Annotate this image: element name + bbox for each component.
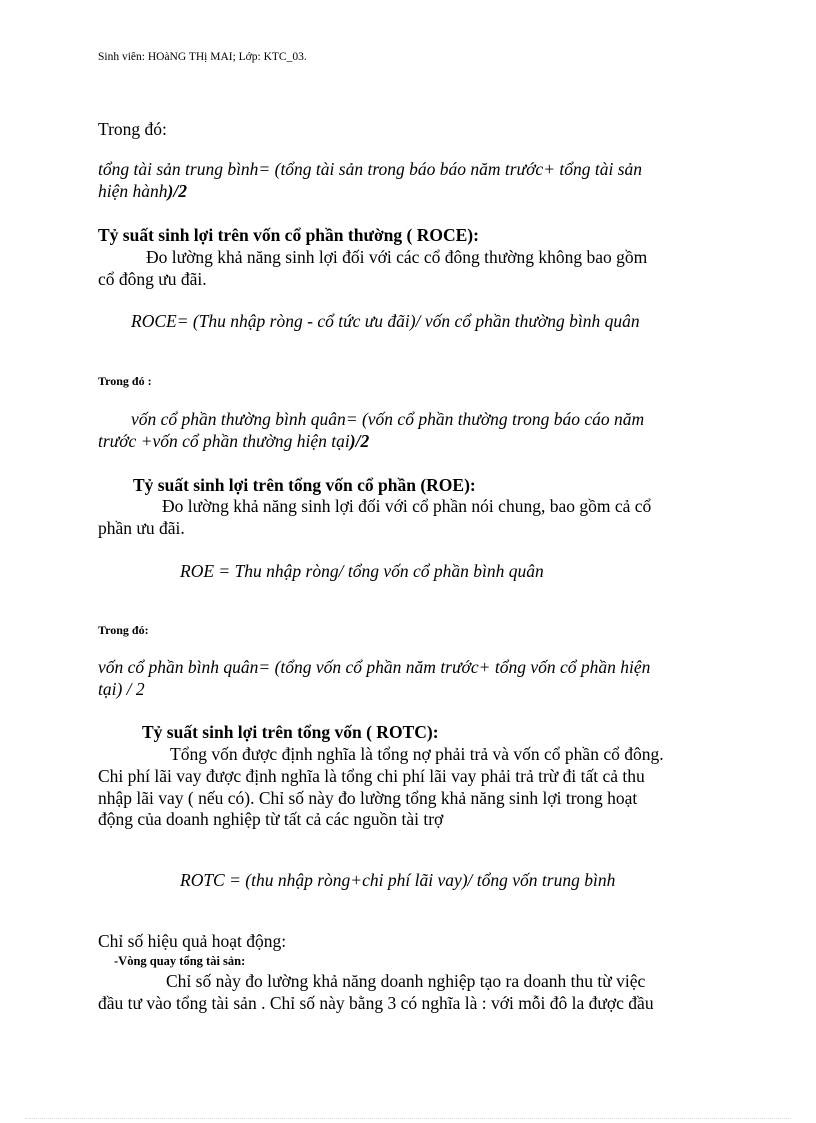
heading-roce: Tỷ suất sinh lợi trên vốn cổ phần thường ( ROCE): — [98, 225, 479, 245]
formula-total-assets-line1: tổng tài sản trung bình= (tổng tài sản trong báo báo năm trước+ tổng tài sản — [98, 159, 643, 179]
formula-rotc: ROTC = (thu nhập ròng+chi phí lãi vay)/ tổng vốn trung bình — [180, 870, 616, 890]
roe-desc-line2: phần ưu đãi. — [98, 518, 185, 538]
formula-avg-equity-line1: vốn cổ phần bình quân= (tổng vốn cổ phần năm trước+ tổng vốn cổ phần hiện — [98, 657, 651, 677]
page-bottom-divider — [25, 1118, 791, 1119]
rotc-desc-line2: Chi phí lãi vay được định nghĩa là tổng chi phí lãi vay phải trả trừ đi tất cả thu — [98, 766, 645, 786]
formula-avg-common-equity-line1: vốn cổ phần thường bình quân= (vốn cổ phần thường trong báo cáo năm — [131, 409, 645, 429]
roe-desc-line1: Đo lường khả năng sinh lợi đối với cổ phần nói chung, bao gồm cả cổ — [162, 496, 652, 516]
rotc-desc-line3: nhập lãi vay ( nếu có). Chỉ số này đo lường tổng khả năng sinh lợi trong hoạt — [98, 788, 638, 808]
formula-text: )/2 — [167, 181, 187, 201]
page-header: Sinh viên: HOàNG THị MAI; Lớp: KTC_03. — [98, 51, 307, 63]
asset-turnover-desc-line2: đầu tư vào tổng tài sản . Chỉ số này bằng 3 có nghĩa là : với mỗi đô la được đầu — [98, 993, 654, 1013]
heading-roe: Tỷ suất sinh lợi trên tổng vốn cổ phần (ROE): — [133, 475, 476, 495]
formula-roe: ROE = Thu nhập ròng/ tổng vốn cổ phần bình quân — [180, 561, 544, 581]
roce-desc-line1: Đo lường khả năng sinh lợi đối với các cổ đông thường không bao gồm — [146, 247, 648, 267]
formula-total-assets-line2 — [98, 180, 187, 202]
formula-avg-equity-line2: tại) / 2 — [98, 679, 145, 699]
formula-text: hiện hành — [98, 181, 168, 201]
where-label: Trong đó: — [98, 119, 167, 139]
where-label-3: Trong đó: — [98, 623, 149, 637]
formula-roce: ROCE= (Thu nhập ròng - cổ tức ưu đãi)/ vốn cổ phần thường bình quân — [131, 311, 640, 331]
formula-text: )/2 — [349, 431, 370, 451]
heading-efficiency: Chỉ số hiệu quả hoạt động: — [98, 931, 287, 951]
asset-turnover-desc-line1: Chỉ số này đo lường khả năng doanh nghiệp tạo ra doanh thu từ việc — [166, 971, 646, 991]
formula-avg-common-equity-line2 — [98, 430, 369, 452]
heading-rotc: Tỷ suất sinh lợi trên tổng vốn ( ROTC): — [142, 722, 439, 742]
where-label-2: Trong đó : — [98, 374, 152, 388]
roce-desc-line2: cổ đông ưu đãi. — [98, 269, 207, 289]
formula-text: trước +vốn cổ phần thường hiện tại — [98, 431, 350, 451]
rotc-desc-line4: động của doanh nghiệp từ tất cả các nguồn tài trợ — [98, 809, 444, 829]
subheading-asset-turnover: -Vòng quay tổng tài sản: — [114, 954, 246, 968]
rotc-desc-line1: Tổng vốn được định nghĩa là tổng nợ phải trả và vốn cổ phần cổ đông. — [170, 744, 664, 764]
